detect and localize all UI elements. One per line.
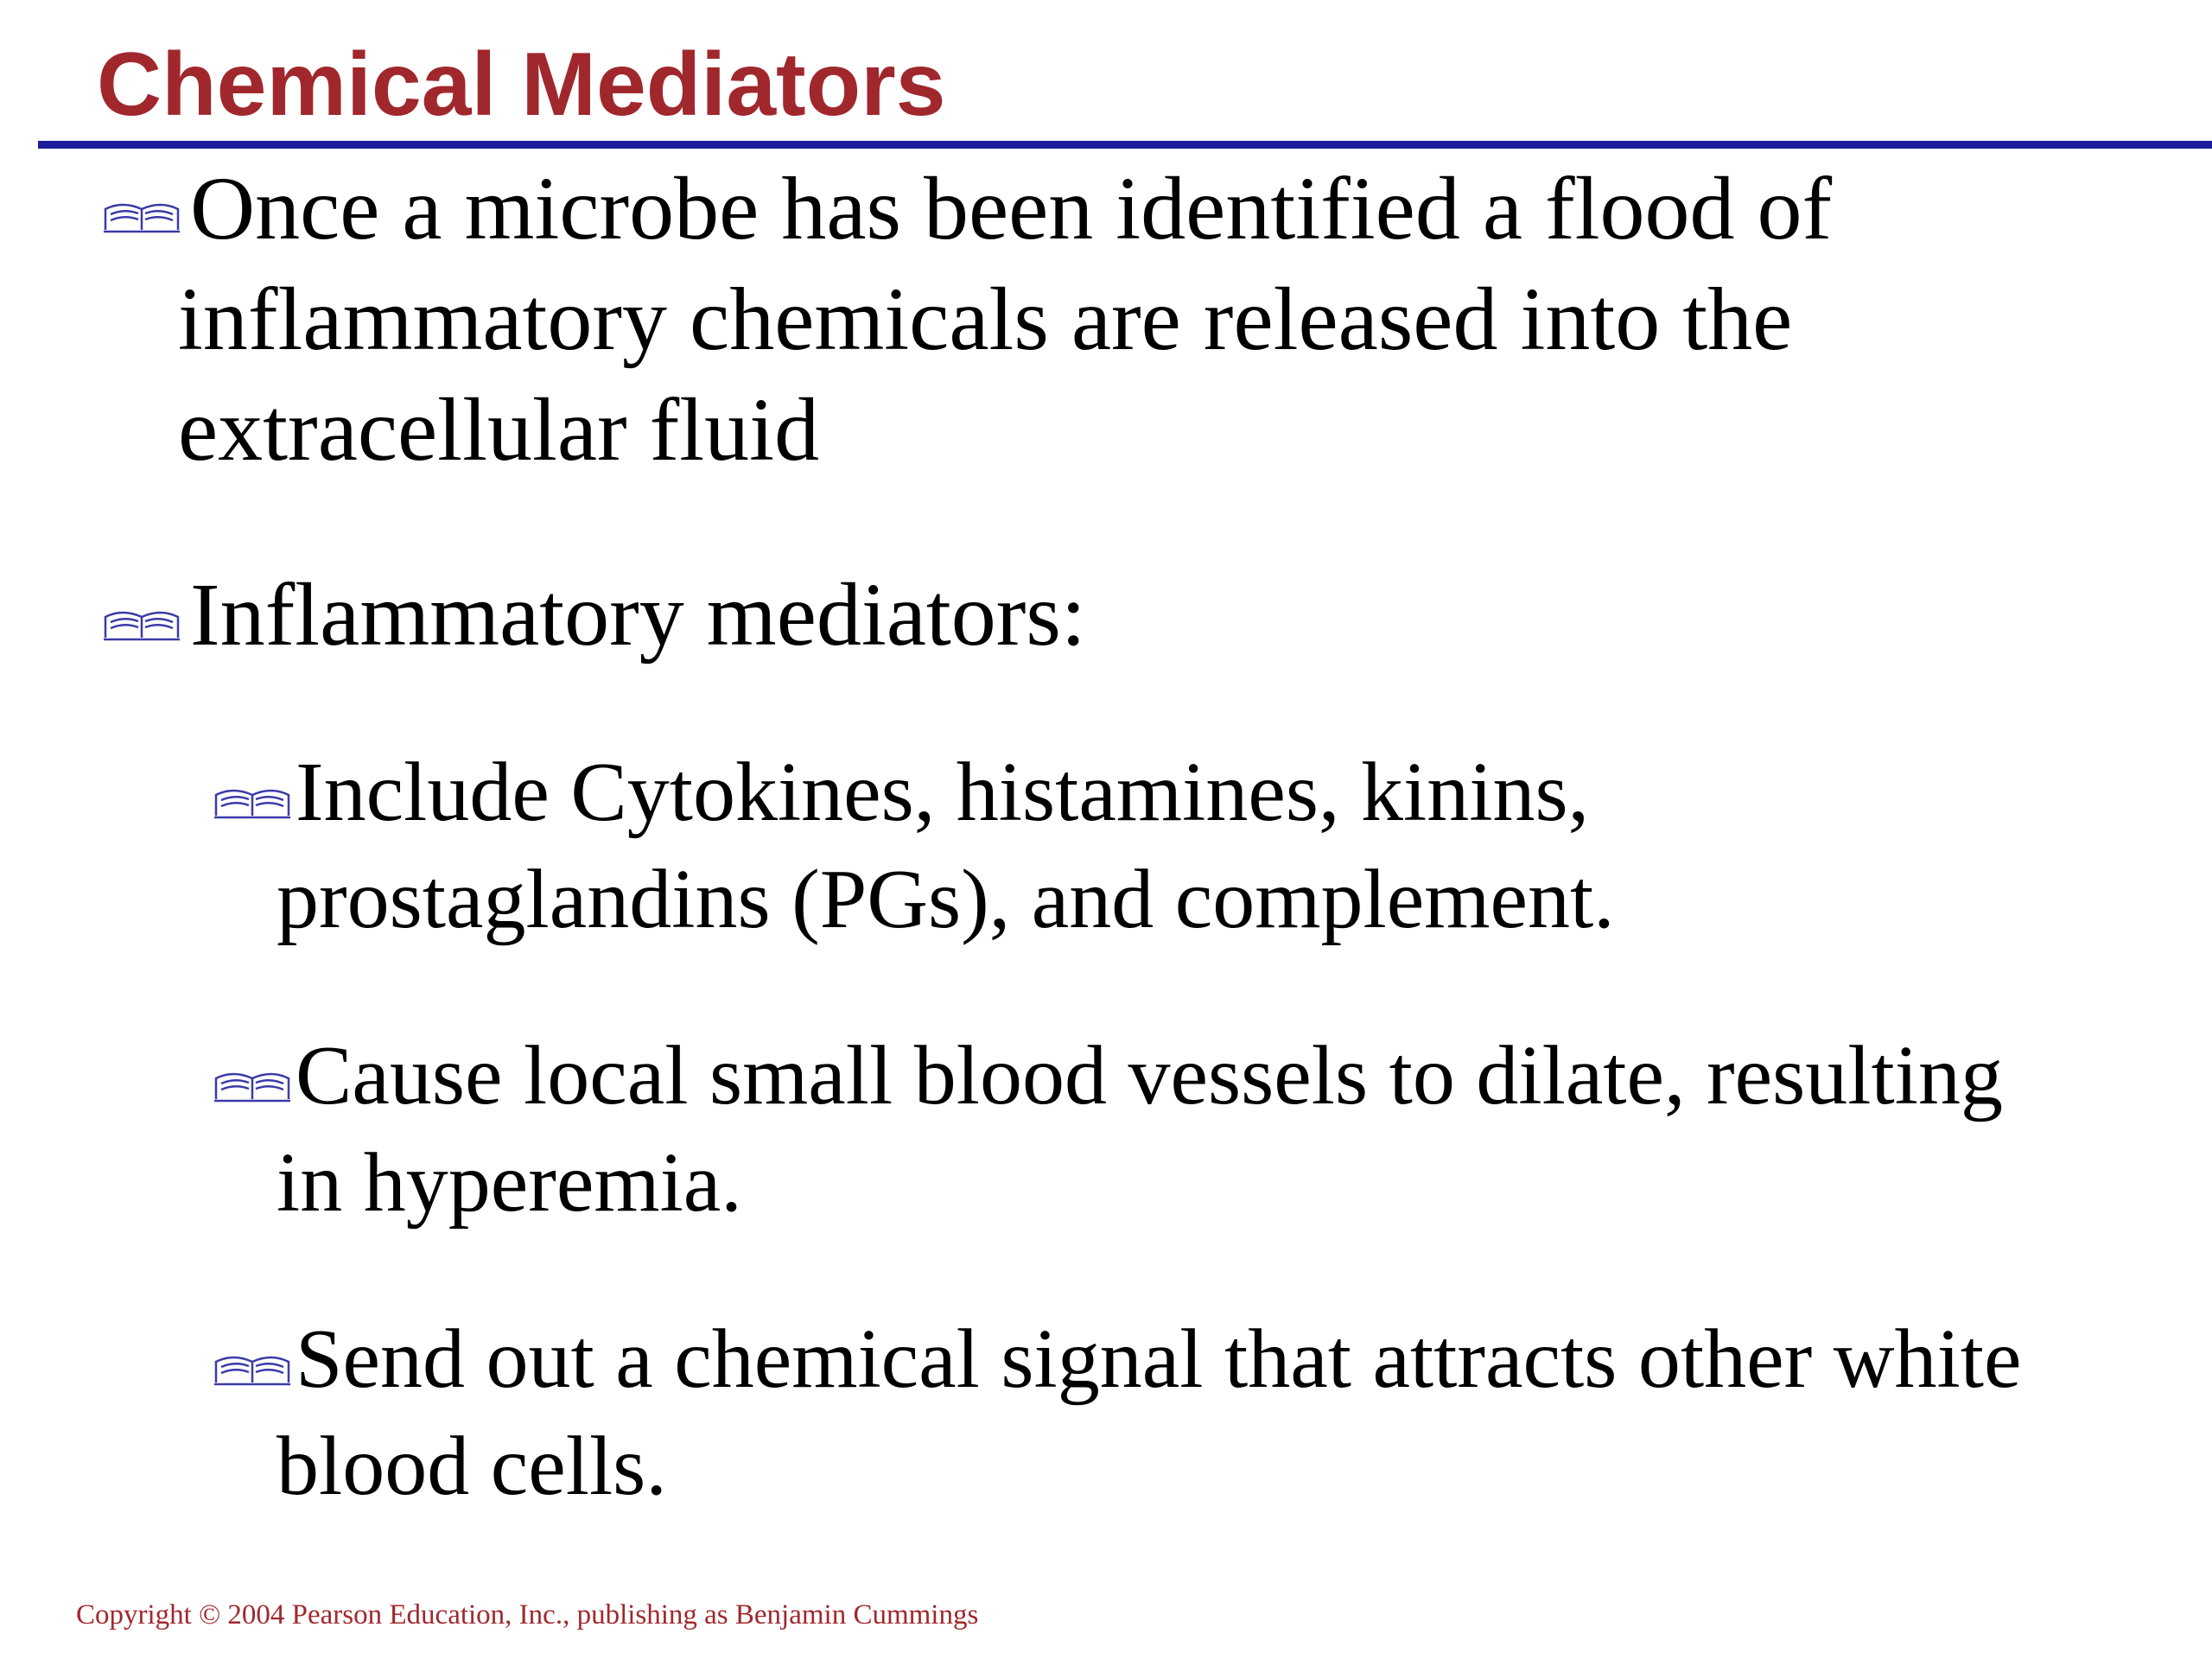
bullet-item	[190, 560, 1086, 671]
bullet-line: Once a microbe has been identified a flood of	[190, 159, 1833, 258]
title-divider	[38, 141, 2212, 149]
slide-title: Chemical Mediators	[97, 35, 946, 135]
bullet-line: extracellular fluid	[178, 380, 820, 480]
bullet-line: prostaglandins (PGs), and complement.	[276, 853, 1615, 946]
bullet-item	[178, 154, 1832, 486]
bullet-line: in hyperemia.	[276, 1136, 742, 1230]
bullet-line: Send out a chemical signal that attracts other white	[296, 1313, 2022, 1406]
bullet-line: Cause local small blood vessels to dilate, resulting	[296, 1029, 2003, 1122]
open-book-icon	[102, 605, 181, 643]
copyright-footer: Copyright © 2004 Pearson Education, Inc., publishing as Benjamin Cummings	[76, 1599, 979, 1630]
bullet-item	[276, 1022, 2003, 1236]
bullet-line: Include Cytokines, histamines, kinins,	[296, 746, 1590, 839]
bullet-item	[276, 1306, 2021, 1520]
bullet-item	[276, 739, 1615, 953]
bullet-line: Inflammatory mediators:	[190, 565, 1086, 664]
bullet-line: inflammatory chemicals are released into the	[178, 270, 1793, 369]
open-book-icon	[102, 197, 181, 235]
bullet-line: blood cells.	[276, 1420, 667, 1513]
